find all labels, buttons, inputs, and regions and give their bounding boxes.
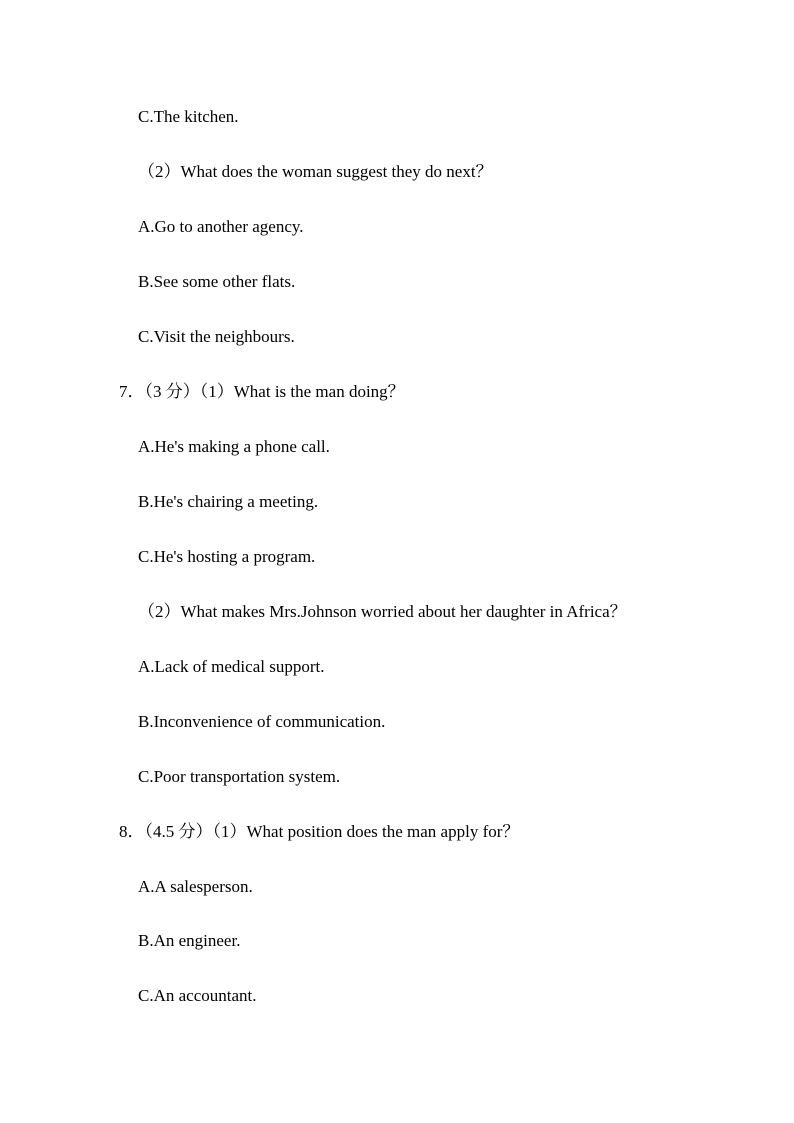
option-c-kitchen: C.The kitchen. (138, 107, 239, 126)
option-a-medical-support: A.Lack of medical support. (138, 657, 325, 676)
option-c-transportation: C.Poor transportation system. (138, 767, 341, 786)
option-c-visit-neighbours: C.Visit the neighbours. (138, 327, 295, 346)
option-c-accountant: C.An accountant. (138, 986, 257, 1005)
option-b-engineer: B.An engineer. (138, 931, 241, 950)
question-6-part-2-stem: （2）What does the woman suggest they do next？ (138, 162, 493, 181)
option-b-communication: B.Inconvenience of communication. (138, 712, 386, 731)
option-a-another-agency: A.Go to another agency. (138, 217, 304, 236)
question-8-heading: 8．（4.5 分）（1）What position does the man apply for？ (119, 822, 520, 841)
option-b-other-flats: B.See some other flats. (138, 272, 296, 291)
option-c-hosting-program: C.He's hosting a program. (138, 547, 316, 566)
question-7-part-2-stem: （2）What makes Mrs.Johnson worried about her daughter in Africa？ (138, 602, 627, 621)
option-a-salesperson: A.A salesperson. (138, 877, 253, 896)
question-7-heading: 7．（3 分）（1）What is the man doing？ (119, 382, 405, 401)
option-b-chairing-meeting: B.He's chairing a meeting. (138, 492, 319, 511)
option-a-phone-call: A.He's making a phone call. (138, 437, 330, 456)
